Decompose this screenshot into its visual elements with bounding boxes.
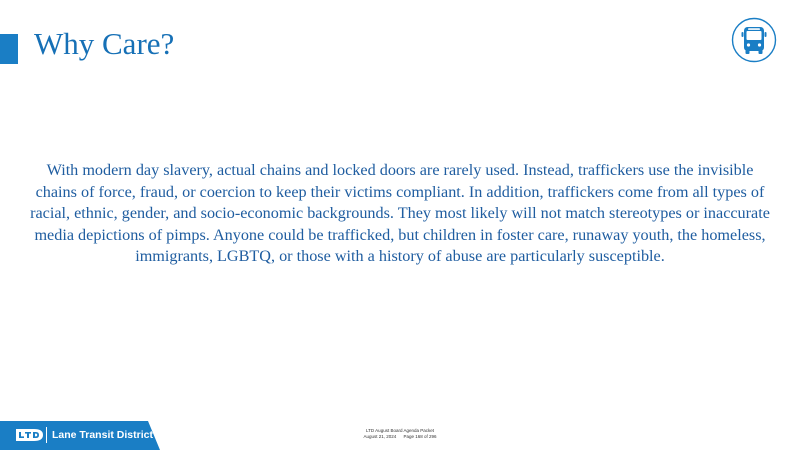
- slide-title: Why Care?: [34, 26, 175, 61]
- ltd-logo-icon: [14, 428, 44, 442]
- footer-divider: [46, 427, 47, 443]
- footer-date: August 21, 2024: [363, 434, 397, 439]
- slide-body-text: With modern day slavery, actual chains and locked doors are rarely used. Instead, traffickers use the invisible chains of force, fraud, or coercion to keep their victims compliant. In addition, traffickers come from all types of racial, ethnic, gender, and socio-economic backgrounds. They most likely will not match stereotypes or inaccurate media depictions of pimps. Anyone could be trafficked, but children in foster care, runaway youth, the homeless, immigrants, LGBTQ, or those with a history of abuse are particularly susceptible.: [30, 161, 770, 266]
- footer-packet-info: [330, 428, 470, 440]
- bus-icon: [731, 17, 777, 63]
- footer-packet-title: LTD August Board Agenda Packet: [366, 428, 434, 433]
- title-accent-bar: [0, 34, 18, 64]
- footer-brand-name: Lane Transit District: [52, 429, 153, 441]
- footer-page-number: Page 168 of 296: [403, 434, 437, 439]
